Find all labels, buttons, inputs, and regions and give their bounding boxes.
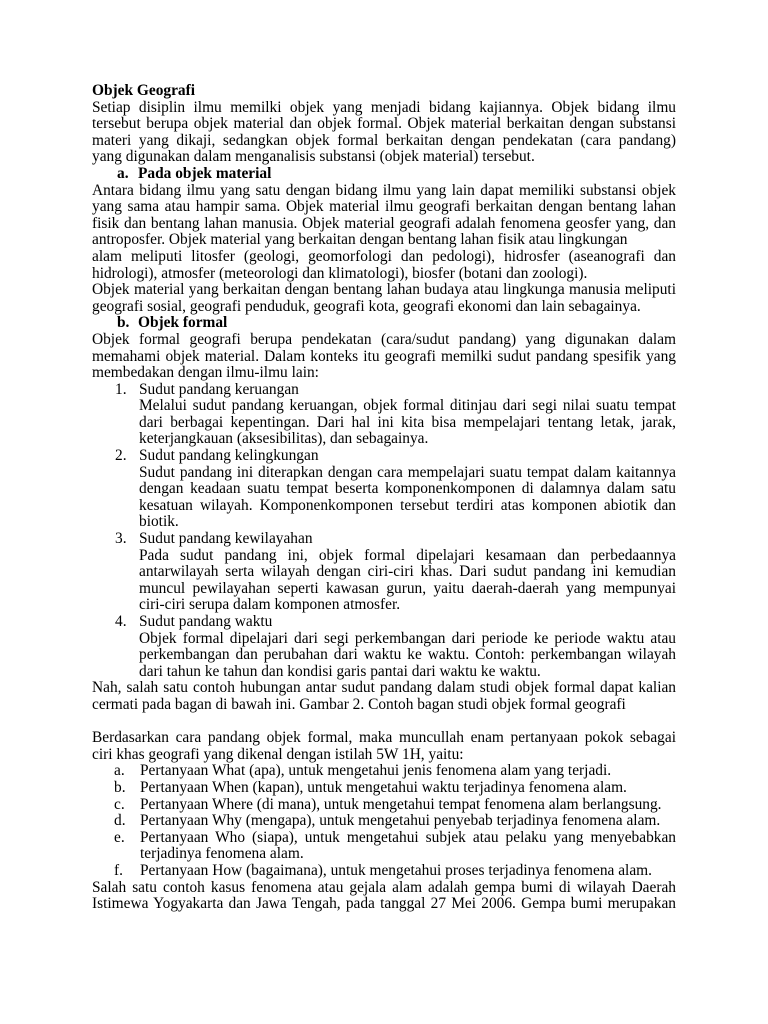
numbered-item-line: biotik. (139, 513, 179, 531)
question-item (114, 830, 676, 847)
section-a-line: hidrologi), atmosfer (meteorologi dan klimatologi), biosfer (botani dan zoologi). (92, 264, 588, 282)
numbered-item-line: antarwilayah serta wilayah dengan ciri-ciri khas. Dari sudut pandang ini kemudian (139, 563, 676, 581)
list-marker: f. (114, 861, 123, 879)
list-marker: c. (114, 795, 125, 813)
section-b-line: Objek formal geografi berupa pendekatan (cara/sudut pandang) yang digunakan dalam (92, 330, 676, 348)
intro-line: Setiap disiplin ilmu memilki objek yang menjadi bidang kajiannya. Objek bidang ilmu (92, 98, 676, 116)
numbered-item-title (115, 531, 676, 548)
question-text: Pertanyaan What (apa), untuk mengetahui jenis fenomena alam yang terjadi. (140, 762, 612, 780)
section-b-heading (117, 315, 676, 332)
nah-line: Nah, salah satu contoh hubungan antar sudut pandang dalam studi objek formal dapat kalian (92, 679, 676, 697)
numbered-item-line: muncul pewilayahan seperti kawasan gurun, yaitu daerah-daerah yang mempunyai (139, 579, 676, 597)
section-a-line: yang sama atau hampir sama. Objek material ilmu geografi berkaitan dengan bentang lahan (92, 198, 676, 216)
item-title: Sudut pandang kewilayahan (139, 530, 313, 548)
question-item (114, 763, 676, 780)
section-b-line: memahami objek material. Dalam konteks itu geografi memilki sudut pandang spesifik yang (92, 347, 676, 365)
numbered-item-title (115, 448, 676, 465)
numbered-item-line: dari tahun ke tahun dan kondisi garis pantai dari waktu ke waktu. (139, 662, 541, 680)
question-item (114, 780, 676, 797)
numbered-item-line: Melalui sudut pandang keruangan, objek formal ditinjau dari segi nilai suatu tempat (139, 397, 676, 415)
section-a-marker: a. (117, 164, 129, 182)
numbered-item-line: ciri-ciri serupa dalam komponen atmosfer. (139, 596, 401, 614)
closing-line: Istimewa Yogyakarta dan Jawa Tengah, pada tanggal 27 Mei 2006. Gempa bumi merupakan (92, 895, 676, 913)
list-marker: a. (114, 762, 125, 780)
numbered-item-line: keterjangkauan (aksesibilitas), dan sebagainya. (139, 430, 429, 448)
question-text: Pertanyaan Why (mengapa), untuk mengetahui penyebab terjadinya fenomena alam. (140, 812, 661, 830)
section-a-line: geografi sosial, geografi penduduk, geografi kota, geografi ekonomi dan lain sebagainya. (92, 297, 641, 315)
question-item-continuation (114, 846, 676, 863)
question-text: Pertanyaan How (bagaimana), untuk mengetahui proses terjadinya fenomena alam. (140, 861, 652, 879)
question-text: Pertanyaan When (kapan), untuk mengetahui waktu terjadinya fenomena alam. (140, 778, 627, 796)
section-a-line: Antara bidang ilmu yang satu dengan bidang ilmu yang lain dapat memiliki substansi objek (92, 181, 676, 199)
section-a-line: antroposfer. Objek material yang berkaitan dengan bentang lahan fisik atau lingkungan (92, 231, 628, 249)
item-title: Sudut pandang kelingkungan (139, 447, 319, 465)
paragraph-gap (92, 714, 676, 731)
list-marker: 2. (115, 447, 127, 465)
list-marker: b. (114, 778, 126, 796)
numbered-item-title (115, 382, 676, 399)
numbered-item-line: Sudut pandang ini diterapkan dengan cara mempelajari suatu tempat dalam kaitannya (139, 463, 676, 481)
document-title: Objek Geografi (92, 82, 196, 99)
question-item (114, 863, 676, 880)
question-text: Pertanyaan Who (siapa), untuk mengetahui subjek atau pelaku yang menyebabkan (140, 828, 676, 846)
section-a-line: fisik dan bentang lahan manusia. Objek material geografi adalah fenomena geosfer yang, dan (92, 214, 676, 232)
section-a-line: Objek material yang berkaitan dengan bentang lahan budaya atau lingkunga manusia meliputi (92, 281, 676, 299)
list-marker: 4. (115, 613, 127, 630)
numbered-item-line: dengan keadaan suatu tempat beserta komponenkomponen di dalamnya dalam satu (139, 480, 676, 498)
list-marker-spacer (114, 846, 140, 863)
section-a-line: alam meliputi litosfer (geologi, geomorfologi dan pedologi), hidrosfer (aseanografi dan (92, 247, 676, 265)
numbered-item-line: perkembangan dan perubahan dari waktu ke waktu. Contoh: perkembangan wilayah (139, 646, 676, 664)
list-marker: d. (114, 812, 126, 830)
item-title: Sudut pandang waktu (139, 613, 273, 630)
intro-line: yang digunakan dalam menganalisis substansi (objek material) tersebut. (92, 148, 535, 166)
numbered-item-line: dari berbagai kepentingan. Dari hal ini kita bisa mempelajari tentang letak, jarak, (139, 413, 676, 431)
list-marker: e. (114, 828, 125, 846)
list-marker: 3. (115, 530, 127, 548)
item-title: Sudut pandang keruangan (139, 380, 299, 398)
closing-line: Salah satu contoh kasus fenomena atau gejala alam adalah gempa bumi di wilayah Daerah (92, 878, 676, 896)
berdasarkan-line: Berdasarkan cara pandang objek formal, maka muncullah enam pertanyaan pokok sebagai (92, 729, 676, 747)
section-a-heading (117, 166, 676, 183)
numbered-item-line: kesatuan wilayah. Komponenkomponen tersebut terdiri atas komponen abiotik dan (139, 496, 676, 514)
list-marker: 1. (115, 380, 127, 398)
numbered-item-line: Objek formal dipelajari dari segi perkembangan dari periode ke periode waktu atau (139, 629, 676, 647)
section-a-heading-text: Pada objek material (138, 164, 272, 182)
intro-line: materi yang dikaji, sedangkan objek formal berkaitan dengan pendekatan (cara pandang) (92, 131, 676, 149)
question-item (114, 797, 676, 814)
section-b-heading-text: Objek formal (138, 314, 228, 332)
intro-line: tersebut berupa objek material dan objek formal. Objek material berkaitan dengan substansi (92, 115, 676, 133)
question-item (114, 813, 676, 830)
numbered-item-line: Pada sudut pandang ini, objek formal dipelajari kesamaan dan perbedaannya (139, 546, 676, 564)
berdasarkan-line: ciri khas geografi yang dikenal dengan istilah 5W 1H, yaitu: (92, 745, 464, 763)
section-b-line: membedakan dengan ilmu-ilmu lain: (92, 364, 319, 382)
numbered-item-title (115, 614, 676, 631)
nah-line: cermati pada bagan di bawah ini. Gambar 2. Contoh bagan studi objek formal geografi (92, 695, 626, 713)
question-text: terjadinya fenomena alam. (140, 845, 304, 863)
section-b-marker: b. (117, 314, 130, 332)
question-text: Pertanyaan Where (di mana), untuk mengetahui tempat fenomena alam berlangsung. (140, 795, 662, 813)
